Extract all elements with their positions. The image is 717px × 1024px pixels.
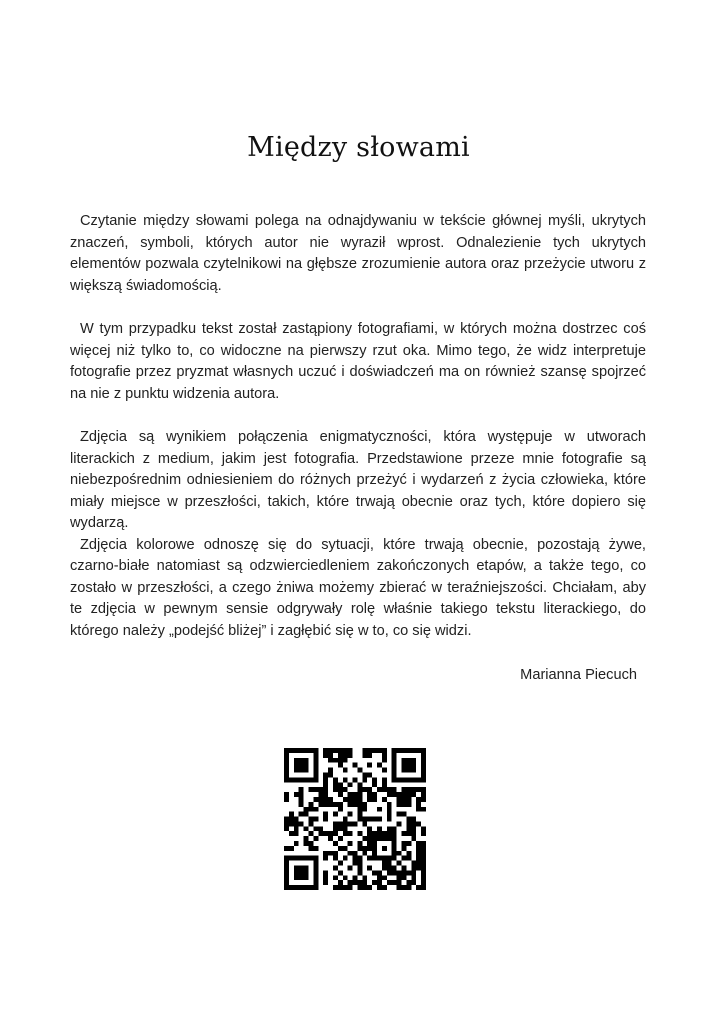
- paragraph-1: Czytanie między słowami polega na odnajdywaniu w tekście głównej myśli, ukrytych znaczeń, symboli, których autor nie wyraził wprost. Odnalezienie tych ukrytych elementów pozwala czytelnikowi na głębsze zrozumienie autora oraz przeżycie utworu z większą świadomością.: [70, 213, 646, 294]
- qr-code-icon: [284, 748, 426, 890]
- qr-code[interactable]: [284, 748, 426, 890]
- author-signature: Marianna Piecuch: [520, 667, 637, 683]
- body-text: [70, 211, 646, 642]
- paragraph-3: Zdjęcia są wynikiem połączenia enigmatyczności, która występuje w utworach literackich z medium, jakim jest fotografia. Przedstawione przeze mnie fotografie są niebezpośrednim odniesieniem do różnych przeżyć i wydarzeń z życia człowieka, które miały miejsce w przeszłości, takich, które trwają obecnie oraz tych, które dopiero się wydarzą.: [70, 429, 646, 531]
- paragraph-4: Zdjęcia kolorowe odnoszę się do sytuacji, które trwają obecnie, pozostają żywe, czarno-białe natomiast są odzwierciedleniem zakończonych etapów, a także tego, co zostało w przeszłości, a czego żniwa możemy zbierać w teraźniejszości. Chciałam, aby te zdjęcia w pewnym sensie odgrywały rolę właśnie takiego tekstu literackiego, do którego należy „podejść bliżej” i zagłębić się w to, co się widzi.: [70, 536, 646, 639]
- page-title: Między słowami: [247, 132, 470, 163]
- paragraph-2: W tym przypadku tekst został zastąpiony fotografiami, w których można dostrzec coś więcej niż tylko to, co widoczne na pierwszy rzut oka. Mimo tego, że widz interpretuje fotografie przez pryzmat własnych uczuć i doświadczeń ma on również szansę spojrzeć na nie z punktu widzenia autora.: [70, 321, 646, 402]
